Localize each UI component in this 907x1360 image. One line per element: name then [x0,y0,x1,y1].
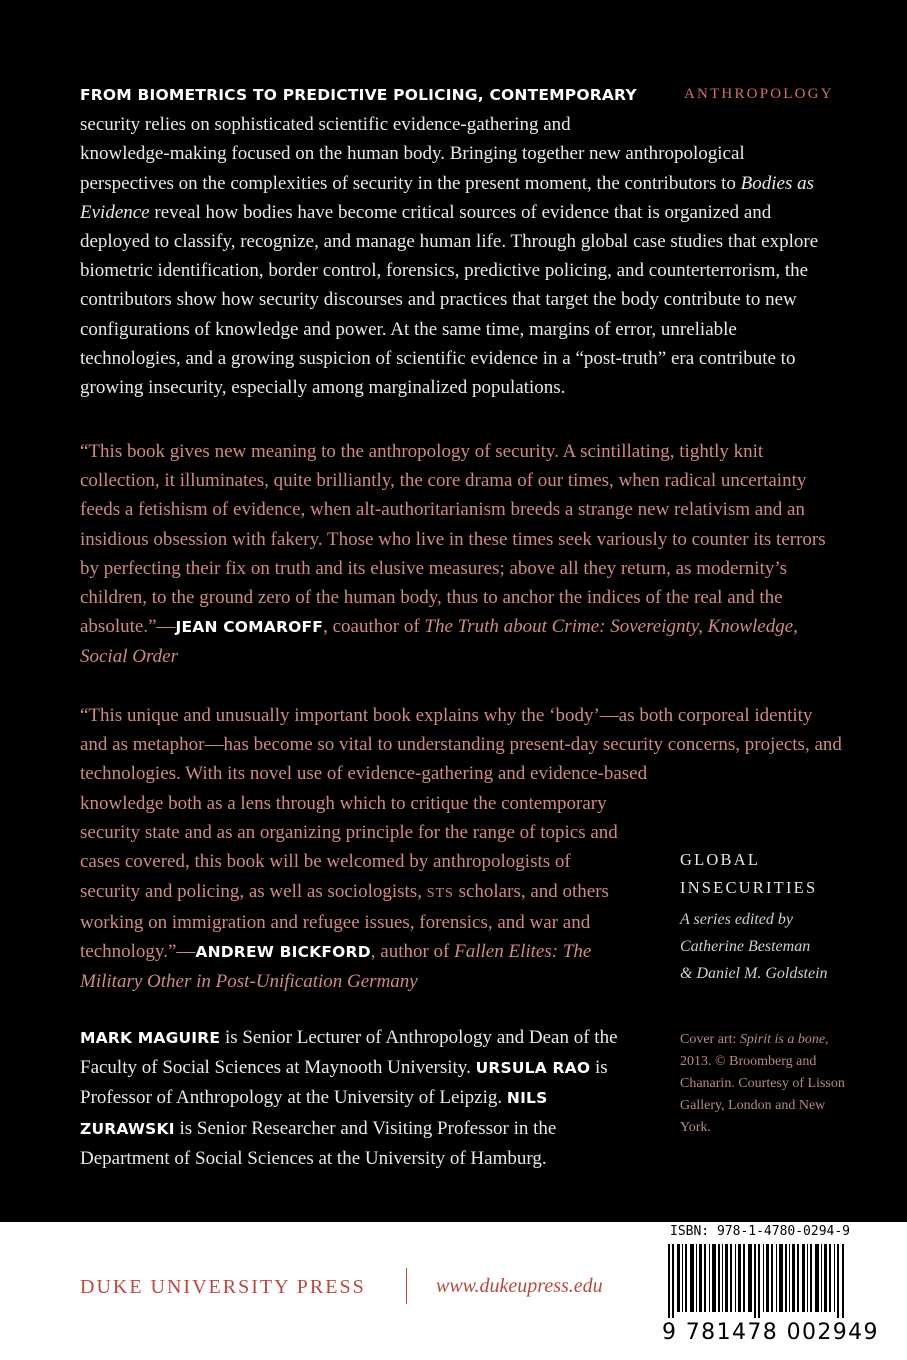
quote1-role: , coauthor of [323,616,425,638]
endorsement-quote-2-bottom [80,789,620,996]
isbn-label: ISBN: 978-1-4780-0294-9 [670,1224,851,1239]
category-label: ANTHROPOLOGY [684,86,834,102]
barcode-number: 9 781478 002949 [662,1320,879,1345]
series-editor-1: Catherine Besteman [680,938,811,955]
series-editor-2: & Daniel M. Goldstein [680,965,828,982]
bio-name-2: URSULA RAO [475,1059,591,1078]
publisher-name: DUKE UNIVERSITY PRESS [80,1276,366,1298]
footer-divider [406,1268,407,1304]
quote2-line2b: scholars, and others working on immigration and refugee issues, forensics, and war and technology.”— [80,880,609,963]
quote2-role: , author of [370,941,455,963]
cover-art-credit [680,1029,850,1139]
bio-name-3: NILS ZURAWSKI [80,1089,548,1138]
quote1-text: “This book gives new meaning to the anthropology of security. A scintillating, tightly knit collection, it illuminates, quite brilliantly, the core drama of our times, when radical uncertainty feeds a fetishism of evidence, when alt-authoritarianism breeds a strange new relativism and an insidious obsession with fakery. Those who live in these times seek variously to counter its terrors by perfecting their fix on truth and its elusive measures; above all they return, as modernity’s children, to the ground zero of the human body, thus to anchor the indices of the real and the absolute.”— [80,441,826,638]
quote2-line2: knowledge both as a lens through which to critique the contemporary security state and as an organizing principle for the range of topics and cases covered, this book will be welcomed by anthropologists of security and policing, as well as sociologists, [80,793,618,902]
quote1-work: The Truth about Crime: Sovereignty, Knowledge, Social Order [80,616,798,668]
description-part2: reveal how bodies have become critical sources of evidence that is organized and deployed to classify, recognize, and manage human life. Through global case studies that explore biometric identification, border control, forensics, predictive policing, and counterterrorism, the contributors show how security discourses and practices that target the body contribute to new configurations of knowledge and power. At the same time, margins of error, unreliable technologies, and a growing suspicion of scientific evidence in a “post-truth” era contribute to growing insecurity, especially among marginalized populations. [80,201,819,399]
barcode-image [668,1244,848,1318]
quote2-work: Fallen Elites: The Military Other in Post-Unification Germany [80,941,592,993]
series-info [680,846,828,987]
publisher-url: www.dukeupress.edu [436,1275,603,1297]
quote2-sts: STS [426,885,454,901]
cover-art-details: , 2013. © Broomberg and Chanarin. Courtesy of Lisson Gallery, London and New York. [680,1032,845,1135]
cover-art-label: Cover art: [680,1032,740,1047]
bio-name-1: MARK MAGUIRE [80,1029,221,1047]
description-part1: knowledge-making focused on the human body. Bringing together new anthropological perspectives on the complexities of security in the present moment, the contributors to [80,143,745,194]
description-lead: FROM BIOMETRICS TO PREDICTIVE POLICING, CONTEMPORARY [80,86,637,104]
editor-bios [80,1023,640,1173]
endorsement-quote-1 [80,437,842,672]
series-sub-1: A series edited by [680,911,794,928]
endorsement-quote-2-top [80,701,842,789]
description-book-title: Bodies as Evidence [80,172,814,223]
bio-text-3: is Senior Researcher and Visiting Professor in the Department of Social Sciences at the University of Hamburg. [80,1117,557,1169]
cover-art-title: Spirit is a bone [739,1032,826,1047]
description-line1: security relies on sophisticated scientific evidence-gathering and [80,114,571,136]
quote2-line1: “This unique and unusually important book explains why the ‘body’—as both corporeal identity and as metaphor—has become so vital to understanding present-day security concerns, projects, and technologies. With its novel use of evidence-gathering and evidence-based [80,705,842,785]
bio-text-1: is Senior Lecturer of Anthropology and Dean of the Faculty of Social Sciences at Maynooth University. [80,1027,618,1079]
book-description [80,80,842,402]
bio-text-2: is Professor of Anthropology at the University of Leipzig. [80,1057,608,1109]
quote2-author: ANDREW BICKFORD [195,943,371,962]
quote1-author: JEAN COMAROFF [175,618,324,637]
series-title-1: GLOBAL [680,850,761,869]
series-title-2: INSECURITIES [680,878,818,897]
